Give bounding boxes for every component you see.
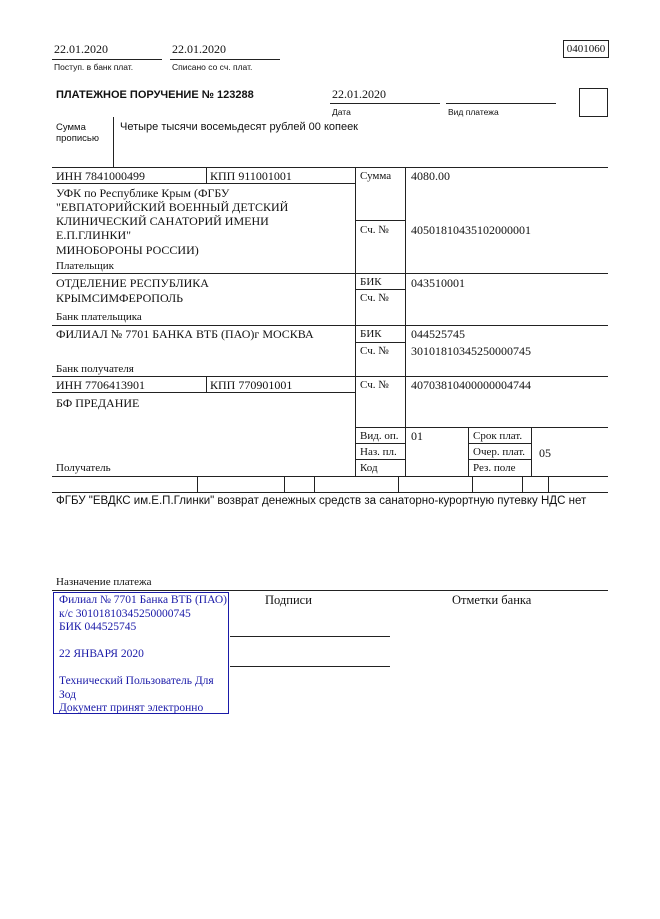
divider	[52, 590, 608, 591]
amount-words-value: Четыре тысячи восемьдесят рублей 00 копеек	[120, 121, 358, 133]
payer-inn: ИНН 7841000499	[56, 169, 145, 183]
document-date: 22.01.2020	[332, 87, 386, 101]
divider	[52, 476, 608, 477]
payer-bank-name-1: ОТДЕЛЕНИЕ РЕСПУБЛИКА	[56, 276, 209, 290]
stamp-line-date: 22 ЯНВАРЯ 2020	[59, 648, 144, 660]
divider	[398, 476, 399, 492]
naz-pl-label: Наз. пл.	[360, 446, 397, 458]
divider	[170, 59, 280, 60]
divider	[206, 376, 207, 392]
stamp-spacer	[59, 662, 228, 676]
payee-inn: ИНН 7706413901	[56, 378, 145, 392]
divider	[355, 289, 405, 290]
bank-stamp	[53, 592, 229, 714]
payer-bank-name-2: КРЫМСИМФЕРОПОЛЬ	[56, 291, 184, 305]
payment-type-label: Вид платежа	[448, 107, 499, 117]
payer-account-value: 40501810435102000001	[411, 223, 531, 237]
payer-kpp: КПП 911001001	[210, 169, 292, 183]
signature-line	[230, 666, 390, 667]
payer-bank-label: Банк плательщика	[56, 311, 142, 323]
stamp-line-user-2: Зод	[59, 688, 77, 701]
payee-bank-label: Банк получателя	[56, 363, 134, 375]
payer-name-3: КЛИНИЧЕСКИЙ САНАТОРИЙ ИМЕНИ	[56, 214, 269, 228]
stamp-line-bank: Филиал № 7701 Банка ВТБ (ПАО)	[59, 594, 227, 606]
ocher-plat-value: 05	[539, 446, 551, 460]
divider	[355, 459, 405, 460]
divider	[52, 167, 608, 168]
payer-bank-bik-value: 043510001	[411, 276, 465, 290]
stamp-line-bik: БИК 044525745	[59, 621, 137, 633]
divider	[405, 167, 406, 476]
date-received-label: Поступ. в банк плат.	[54, 62, 134, 72]
payer-name-5: МИНОБОРОНЫ РОССИИ)	[56, 243, 199, 257]
stamp-line-accepted: Документ принят электронно	[59, 702, 204, 714]
payee-bank-bik-label: БИК	[360, 328, 382, 340]
rez-pole-label: Рез. поле	[473, 462, 516, 474]
purpose-label: Назначение платежа	[56, 576, 152, 588]
purpose-text: ФГБУ "ЕВДКС им.Е.П.Глинки" возврат денежных средств за санаторно-курортную путевку НДС нет	[56, 495, 587, 507]
sum-label: Сумма	[360, 170, 392, 182]
date-debited-label: Списано со сч. плат.	[172, 62, 253, 72]
divider	[355, 342, 405, 343]
divider	[472, 476, 473, 492]
divider	[355, 427, 608, 428]
divider	[52, 492, 608, 493]
stamp-spacer	[59, 635, 228, 649]
payer-label: Плательщик	[56, 260, 114, 272]
form-code: 0401060	[563, 40, 609, 58]
payer-name-2: "ЕВПАТОРИЙСКИЙ ВОЕННЫЙ ДЕТСКИЙ	[56, 200, 289, 214]
divider	[548, 476, 549, 492]
divider	[355, 167, 356, 476]
divider	[284, 476, 285, 492]
signature-line	[230, 636, 390, 637]
vid-op-label: Вид. оп.	[360, 430, 399, 442]
divider	[52, 273, 608, 274]
bank-marks-label: Отметки банка	[452, 593, 532, 607]
payer-bank-bik-label: БИК	[360, 276, 382, 288]
date-debited: 22.01.2020	[172, 42, 226, 56]
payee-account-value: 40703810400000004744	[411, 378, 531, 392]
payee-account-label: Сч. №	[360, 379, 389, 391]
payee-bank-bik-value: 044525745	[411, 327, 465, 341]
divider	[52, 376, 608, 377]
divider	[468, 459, 531, 460]
date-received: 22.01.2020	[54, 42, 108, 56]
divider	[113, 117, 114, 167]
payee-bank-name: ФИЛИАЛ № 7701 БАНКА ВТБ (ПАО)г МОСКВА	[56, 327, 314, 341]
amount-words-label-2: прописью	[56, 133, 99, 144]
signatures-label: Подписи	[265, 593, 312, 607]
divider	[531, 427, 532, 476]
srok-plat-label: Срок плат.	[473, 430, 523, 442]
payee-bank-account-value: 30101810345250000745	[411, 344, 531, 358]
divider	[355, 220, 405, 221]
status-box	[579, 88, 608, 117]
divider	[314, 476, 315, 492]
vid-op-value: 01	[411, 429, 423, 443]
stamp-line-user: Технический Пользователь Для	[59, 675, 214, 687]
divider	[446, 103, 556, 104]
divider	[330, 103, 440, 104]
payee-kpp: КПП 770901001	[210, 378, 293, 392]
ocher-plat-label: Очер. плат.	[473, 446, 526, 458]
payer-name-4: Е.П.ГЛИНКИ"	[56, 228, 132, 242]
payee-name: БФ ПРЕДАНИЕ	[56, 396, 140, 410]
divider	[206, 167, 207, 183]
amount-words-label: Сумма	[56, 122, 86, 133]
divider	[468, 443, 531, 444]
divider	[355, 443, 405, 444]
payer-name-1: УФК по Республике Крым (ФГБУ	[56, 186, 230, 200]
payee-label: Получатель	[56, 462, 111, 474]
payee-bank-account-label: Сч. №	[360, 345, 389, 357]
page-title: ПЛАТЕЖНОЕ ПОРУЧЕНИЕ № 123288	[56, 89, 254, 101]
payer-account-label: Сч. №	[360, 224, 389, 236]
document-date-label: Дата	[332, 107, 351, 117]
payer-bank-account-label: Сч. №	[360, 292, 389, 304]
sum-value: 4080.00	[411, 169, 450, 183]
kod-label: Код	[360, 462, 378, 474]
divider	[522, 476, 523, 492]
stamp-line-correspondent: к/с 30101810345250000745	[59, 607, 191, 620]
divider	[197, 476, 198, 492]
divider	[52, 59, 162, 60]
divider	[468, 427, 469, 476]
divider	[52, 325, 608, 326]
